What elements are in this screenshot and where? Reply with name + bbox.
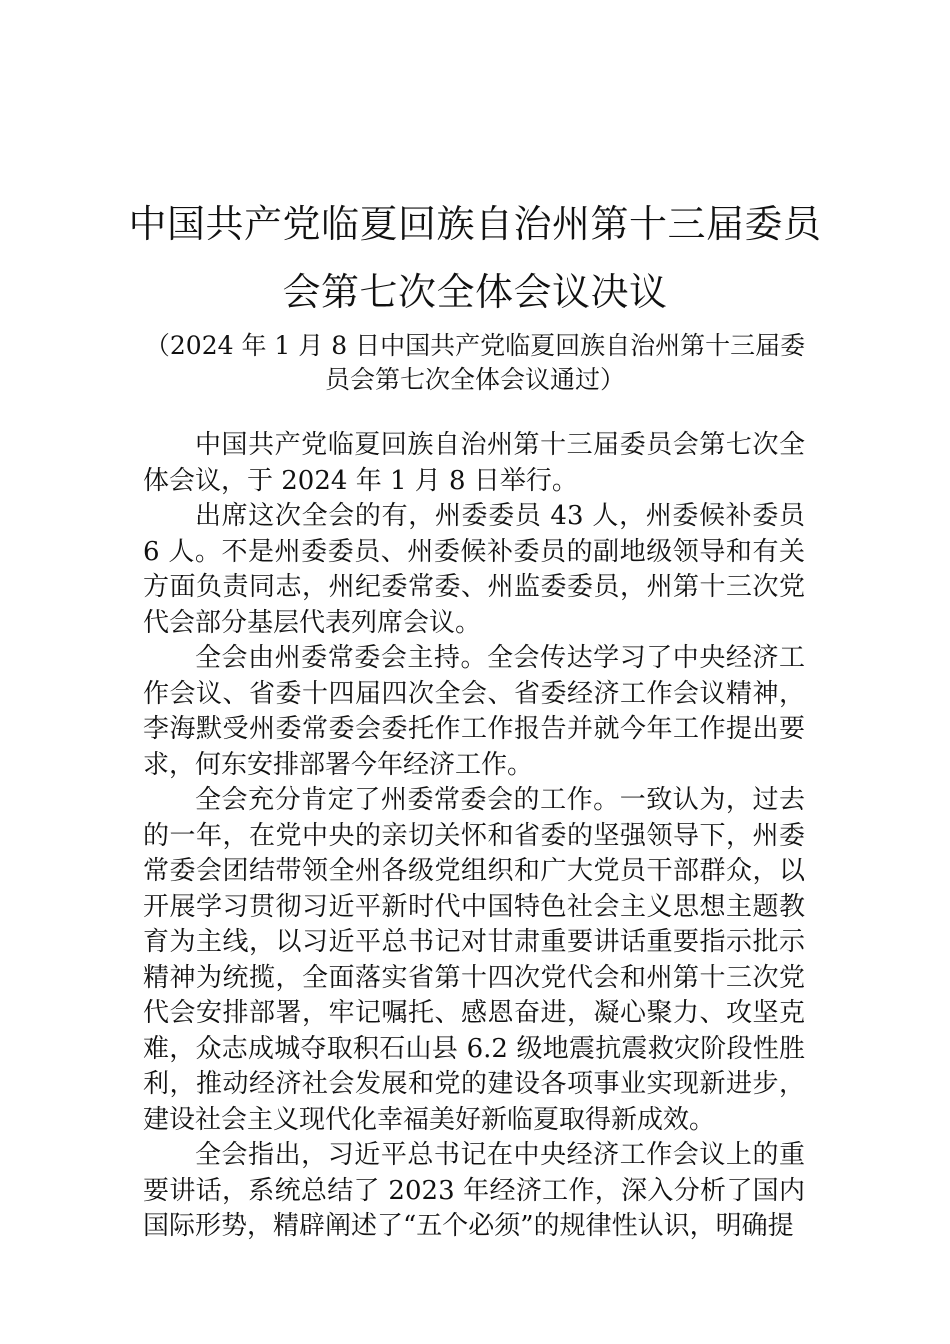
document-body [143, 428, 805, 1245]
paragraph-1: 中国共产党临夏回族自治州第十三届委员会第七次全体会议，于 2024 年 1 月 8 日举行。 [143, 430, 805, 496]
document-title-line-1: 中国共产党临夏回族自治州第十三届委员 [128, 202, 822, 246]
document-subtitle-line-2: 员会第七次全体会议通过） [324, 365, 625, 394]
document-title-line-2: 会第七次全体会议决议 [282, 270, 668, 314]
paragraph-2: 出席这次全会的有，州委委员 43 人，州委候补委员 6 人。不是州委委员、州委候补委员的副地级领导和有关方面负责同志，州纪委常委、州监委委员，州第十三次党代会部分基层代表列席会议。 [143, 501, 805, 638]
paragraph-4: 全会充分肯定了州委常委会的工作。一致认为，过去的一年，在党中央的亲切关怀和省委的坚强领导下，州委常委会团结带领全州各级党组织和广大党员干部群众，以开展学习贯彻习近平新时代中国特色社会主义思想主题教育为主线，以习近平总书记对甘肃重要讲话重要指示批示精神为统揽，全面落实省第十四次党代会和州第十三次党代会安排部署，牢记嘱托、感恩奋进，凝心聚力、攻坚克难，众志成城夺取积石山县 6.2 级地震抗震救灾阶段性胜利，推动经济社会发展和党的建设各项事业实现新进步，建设社会主义现代化幸福美好新临夏取得新成效。 [143, 785, 805, 1135]
document-subtitle-line-1: （2024 年 1 月 8 日中国共产党临夏回族自治州第十三届委 [144, 331, 806, 360]
paragraph-5: 全会指出，习近平总书记在中央经济工作会议上的重要讲话，系统总结了 2023 年经济工作，深入分析了国内国际形势，精辟阐述了“五个必须”的规律性认识，明确提 [143, 1140, 805, 1241]
paragraph-3: 全会由州委常委会主持。全会传达学习了中央经济工作会议、省委十四届四次全会、省委经济工作会议精神，李海默受州委常委会委托作工作报告并就今年工作提出要求，何东安排部署今年经济工作。 [143, 643, 805, 780]
